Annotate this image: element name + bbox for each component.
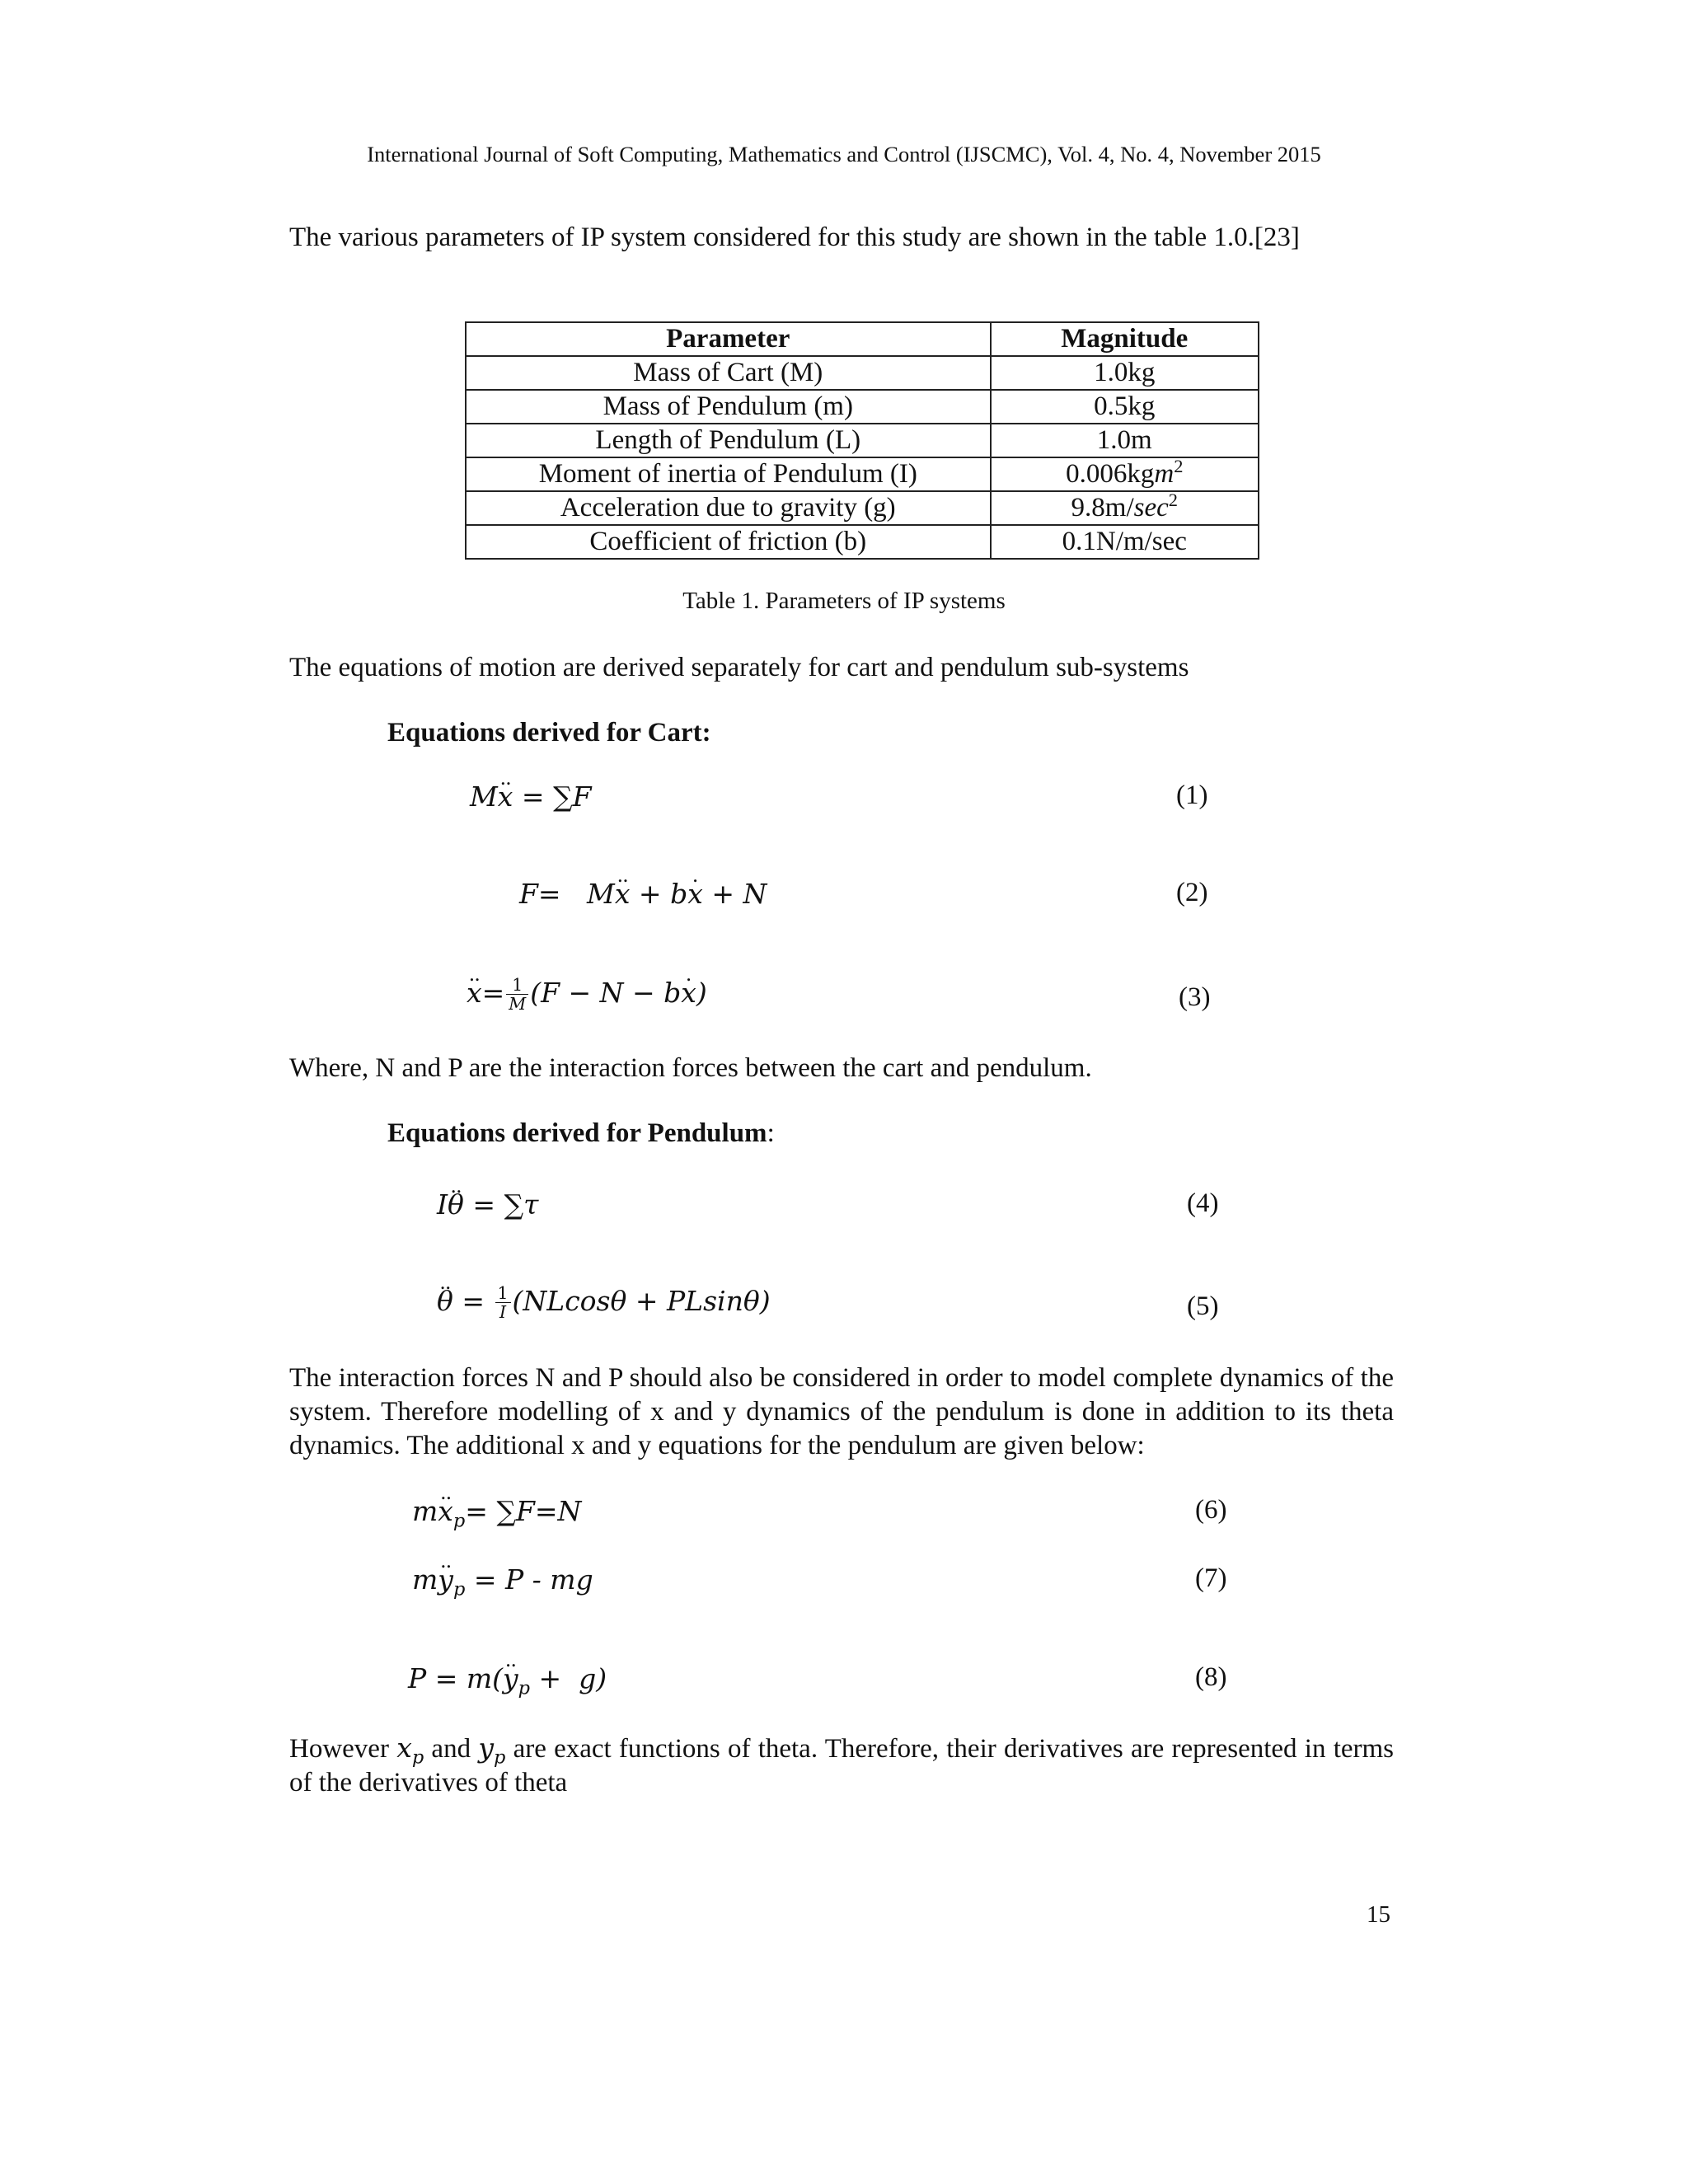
column-header-magnitude: Magnitude: [991, 322, 1259, 356]
equation-4: I.. θ = ∑τ: [437, 1188, 538, 1221]
table-cell-magnitude: 0.5kg: [991, 390, 1259, 424]
table-cell-magnitude: 1.0kg: [991, 356, 1259, 390]
where-paragraph: Where, N and P are the interaction forces between the cart and pendulum.: [289, 1053, 1092, 1083]
intro-paragraph: The various parameters of IP system considered for this study are shown in the table 1.0.[23]: [289, 223, 1300, 252]
parameters-table: [465, 321, 1259, 560]
final-paragraph: However $x_p$ and $y_p$ are exact functions of theta. Therefore, their derivatives are represented in terms of the derivatives of theta: [289, 1732, 1395, 1797]
equation-6: m.. $x_p= \sum F=N$: [412, 1495, 581, 1527]
table-row: [466, 390, 1259, 424]
table-cell-parameter: Acceleration due to gravity (g): [466, 491, 991, 525]
table-row: [466, 457, 1259, 491]
equation-number-8: (8): [1195, 1662, 1227, 1692]
column-header-parameter: Parameter: [466, 322, 991, 356]
table-row: [466, 491, 1259, 525]
table-cell-parameter: Moment of inertia of Pendulum (I): [466, 457, 991, 491]
table-cell-magnitude: 0.1N/m/sec: [991, 525, 1259, 559]
equation-number-5: (5): [1187, 1291, 1219, 1321]
table-cell-magnitude: 1.0m: [991, 424, 1259, 457]
running-header: International Journal of Soft Computing, Mathematics and Control (IJSCMC), Vol. 4, No. 4, November 2015: [367, 142, 1321, 166]
table-cell-parameter: Mass of Pendulum (m): [466, 390, 991, 424]
equation-number-4: (4): [1187, 1188, 1219, 1218]
table-cell-parameter: Mass of Cart (M): [466, 356, 991, 390]
equation-1: M.. x = ∑F: [470, 780, 592, 813]
table-caption: Table 1. Parameters of IP systems: [682, 588, 1006, 614]
table-row: [466, 356, 1259, 390]
equation-2: F= M.. x + b. x + N: [519, 878, 767, 910]
table-cell-magnitude: 0.006kgm$^2$: [991, 457, 1259, 491]
motion-paragraph: The equations of motion are derived separately for cart and pendulum sub-systems: [289, 653, 1189, 682]
table-cell-parameter: Length of Pendulum (L): [466, 424, 991, 457]
equation-number-6: (6): [1195, 1495, 1227, 1525]
page-number: 15: [1367, 1901, 1390, 1928]
table-cell-magnitude: $9.8m/\sec^2$: [991, 491, 1259, 525]
equation-number-1: (1): [1176, 780, 1208, 810]
equation-7: m.. $y_p = P$ - mg: [412, 1563, 593, 1596]
cart-heading: Equations derived for Cart:: [387, 718, 711, 748]
equation-3: .. x= $\frac{1}{M}$ (F − N − b. x): [467, 976, 707, 1014]
equation-8: P = m(.. $y_p + g$): [408, 1662, 607, 1694]
pendulum-heading: Equations derived for Pendulum:: [387, 1118, 775, 1148]
table-row: [466, 424, 1259, 457]
table-row: [466, 525, 1259, 559]
interaction-paragraph: The interaction forces N and P should also be considered in order to model complete dynamics of the system. Therefore modelling of x and y dynamics of the pendulum is done in addition to its theta dynamics. The additional x and y equations for the pendulum are given below:: [289, 1363, 1394, 1460]
table-header-row: [466, 322, 1259, 356]
equation-number-7: (7): [1195, 1563, 1227, 1593]
equation-number-2: (2): [1176, 878, 1208, 907]
equation-5: .. θ = $\frac{1}{I}$ (NLcosθ + PLsinθ): [437, 1284, 771, 1322]
equation-number-3: (3): [1179, 982, 1211, 1012]
table-cell-parameter: Coefficient of friction (b): [466, 525, 991, 559]
